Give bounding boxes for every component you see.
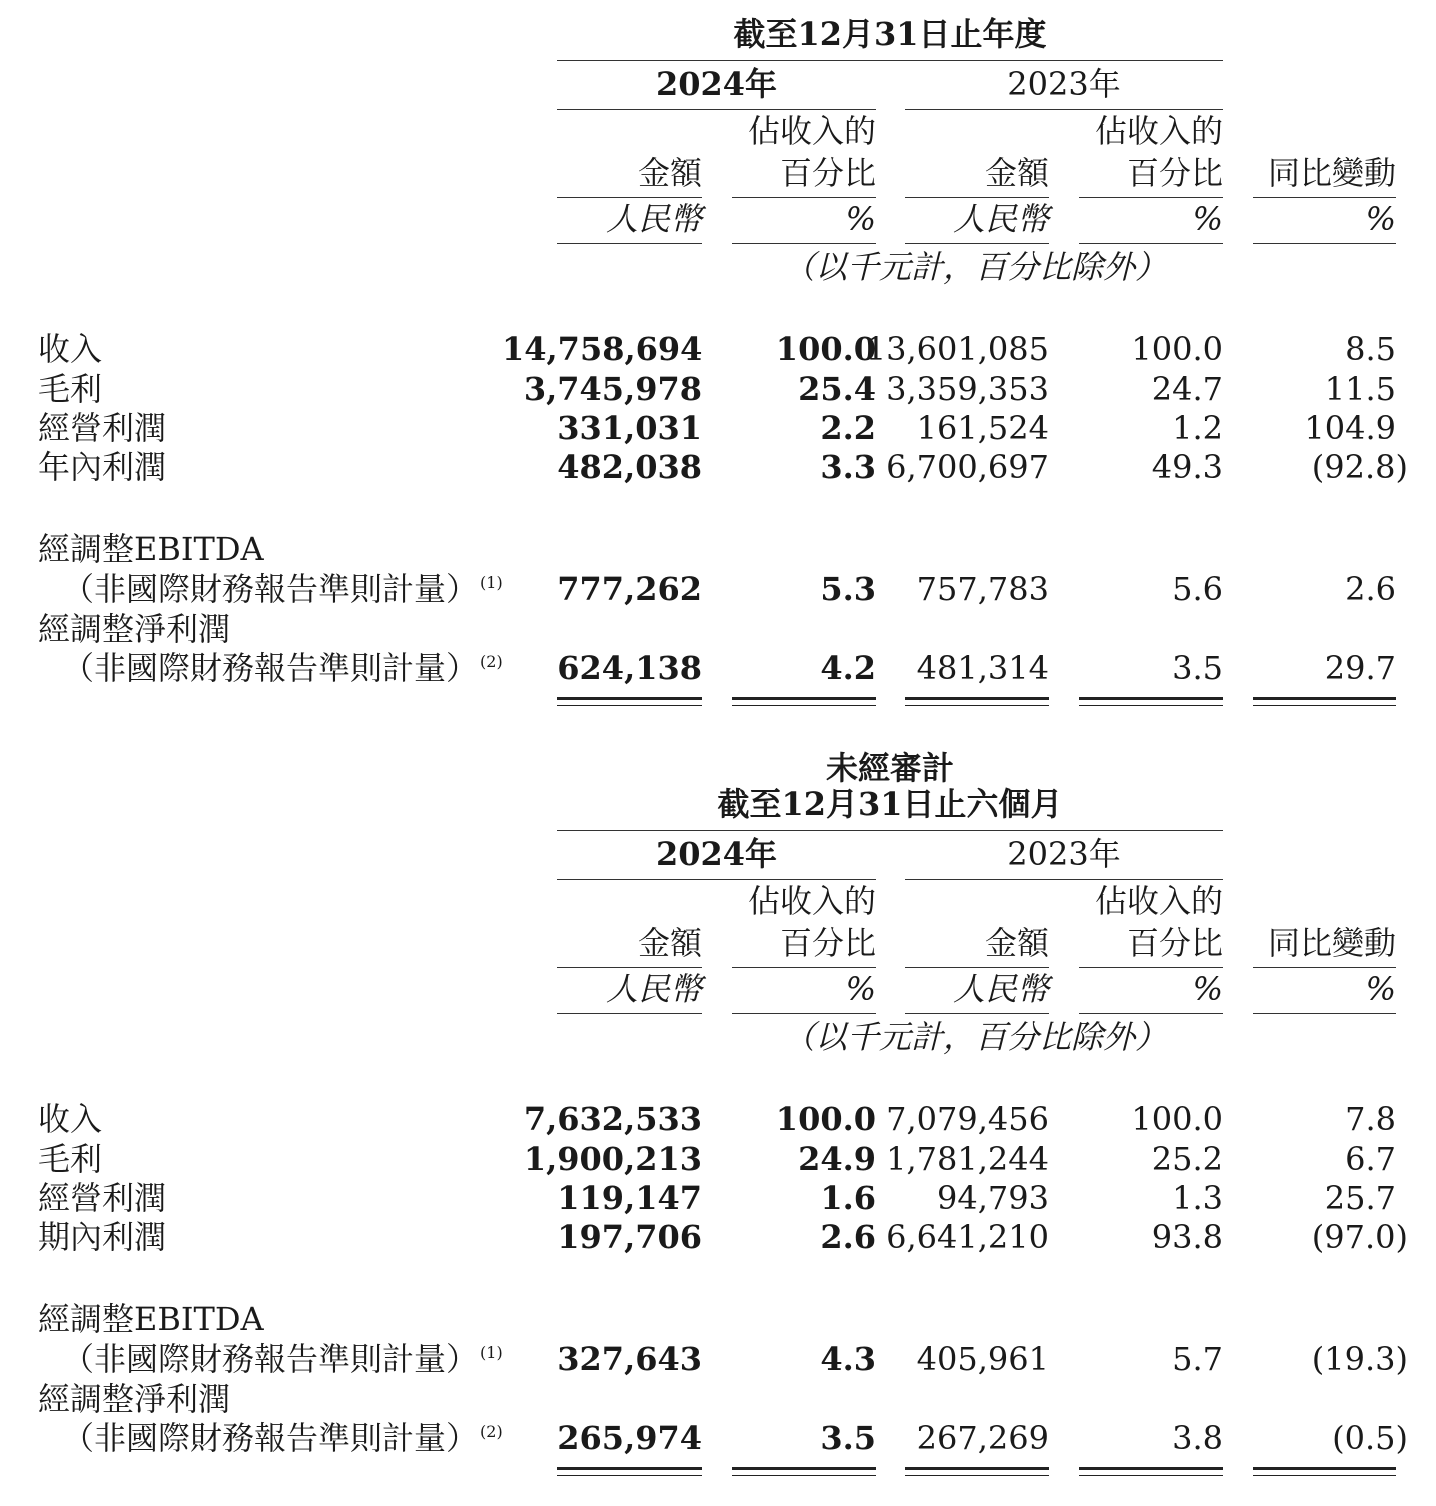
period-title: 截至12月31日止年度 <box>733 15 1047 53</box>
col-pct-2024-line1: 佔收入的 <box>747 882 876 920</box>
pct-2024: 4.3 <box>820 1340 876 1378</box>
pct-2024: 100.0 <box>775 1100 876 1138</box>
yoy-change: 25.7 <box>1324 1179 1396 1217</box>
unit-pct-2024: % <box>845 200 876 238</box>
total-double-rule-1 <box>557 1467 702 1476</box>
amount-2023: 757,783 <box>916 570 1049 608</box>
pct-2023: 49.3 <box>1151 448 1223 486</box>
amount-2023: 405,961 <box>916 1340 1049 1378</box>
unit-rule-4 <box>1079 1013 1223 1014</box>
row-label: 毛利 <box>38 370 103 408</box>
pct-2023: 5.6 <box>1172 570 1223 608</box>
unit-pct-2024: % <box>845 970 876 1008</box>
amount-2024: 119,147 <box>557 1179 702 1217</box>
unit-pct-2023: % <box>1192 200 1223 238</box>
period-rule <box>557 830 1223 831</box>
amount-2024: 777,262 <box>557 570 702 608</box>
amount-2023: 13,601,085 <box>865 330 1049 368</box>
amount-2023: 7,079,456 <box>886 1100 1049 1138</box>
row-label: 毛利 <box>38 1140 103 1178</box>
row-label: 年內利潤 <box>38 448 167 486</box>
year-2023-header: 2023年 <box>1007 835 1121 873</box>
col-pct-2024-line2: 百分比 <box>779 154 876 192</box>
year-2024-header: 2024年 <box>655 65 778 103</box>
amount-2024: 1,900,213 <box>523 1140 702 1178</box>
pct-2024: 1.6 <box>820 1179 876 1217</box>
unit-note: （以千元計，百分比除外） <box>782 1018 1167 1056</box>
col-pct-2023-line2: 百分比 <box>1126 924 1223 962</box>
yoy-change: 8.5 <box>1345 330 1396 368</box>
amount-2023: 6,641,210 <box>886 1218 1049 1256</box>
total-double-rule-3 <box>905 1467 1049 1476</box>
col-pct-2024-line1: 佔收入的 <box>747 112 876 150</box>
col-pct-2023-line1: 佔收入的 <box>1094 112 1223 150</box>
unit-pct-yoy: % <box>1365 970 1396 1008</box>
unit-rmb-2023: 人民幣 <box>952 970 1049 1008</box>
pct-2023: 25.2 <box>1151 1140 1223 1178</box>
pct-2023: 5.7 <box>1172 1340 1223 1378</box>
yoy-change: 104.9 <box>1304 409 1396 447</box>
adjusted-label-line1: 經調整EBITDA <box>38 530 264 568</box>
total-double-rule-4 <box>1079 1467 1223 1476</box>
pct-2024: 2.2 <box>820 409 876 447</box>
amount-2024: 3,745,978 <box>523 370 702 408</box>
column-rule-1 <box>557 967 702 968</box>
column-rule-5 <box>1253 967 1396 968</box>
footnote-marker: (1) <box>480 1343 503 1362</box>
row-label: 經營利潤 <box>38 409 167 447</box>
amount-2023: 6,700,697 <box>886 448 1049 486</box>
yoy-change: (92.8) <box>1311 448 1408 486</box>
year-2024-rule <box>557 879 876 880</box>
pct-2023: 3.5 <box>1172 649 1223 687</box>
pct-2023: 24.7 <box>1151 370 1223 408</box>
unit-pct-2023: % <box>1192 970 1223 1008</box>
adjusted-label-text: （非國際財務報告準則計量） <box>62 1419 479 1457</box>
adjusted-label-line1: 經調整淨利潤 <box>38 610 231 648</box>
unit-rule-3 <box>905 1013 1049 1014</box>
pct-2024: 5.3 <box>820 570 876 608</box>
amount-2024: 331,031 <box>557 409 702 447</box>
yoy-change: (0.5) <box>1332 1419 1408 1457</box>
yoy-change: (97.0) <box>1311 1218 1408 1256</box>
year-2024-header: 2024年 <box>655 835 778 873</box>
amount-2024: 197,706 <box>557 1218 702 1256</box>
amount-2023: 267,269 <box>916 1419 1049 1457</box>
total-double-rule-2 <box>732 1467 876 1476</box>
row-label: 期內利潤 <box>38 1218 167 1256</box>
col-amount-2023: 金額 <box>984 154 1049 192</box>
unit-rmb-2023: 人民幣 <box>952 200 1049 238</box>
audit-note: 未經審計 <box>825 749 954 787</box>
pct-2024: 3.5 <box>820 1419 876 1457</box>
col-yoy: 同比變動 <box>1267 924 1396 962</box>
amount-2023: 3,359,353 <box>886 370 1049 408</box>
yoy-change: 2.6 <box>1345 570 1396 608</box>
pct-2023: 100.0 <box>1131 1100 1223 1138</box>
row-label: 收入 <box>38 1100 103 1138</box>
yoy-change: 7.8 <box>1345 1100 1396 1138</box>
adjusted-label-line2 <box>62 1419 503 1457</box>
pct-2023: 3.8 <box>1172 1419 1223 1457</box>
pct-2023: 1.2 <box>1172 409 1223 447</box>
unit-rmb-2024: 人民幣 <box>605 200 702 238</box>
yoy-change: 11.5 <box>1324 370 1396 408</box>
col-pct-2023-line2: 百分比 <box>1126 154 1223 192</box>
col-yoy: 同比變動 <box>1267 154 1396 192</box>
amount-2023: 481,314 <box>916 649 1049 687</box>
adjusted-label-line1: 經調整淨利潤 <box>38 1380 231 1418</box>
period-title: 截至12月31日止六個月 <box>717 785 1063 823</box>
pct-2024: 2.6 <box>820 1218 876 1256</box>
year-2023-header: 2023年 <box>1007 65 1121 103</box>
yoy-change: 29.7 <box>1324 649 1396 687</box>
amount-2024: 482,038 <box>557 448 702 486</box>
adjusted-label-text: （非國際財務報告準則計量） <box>62 1340 479 1378</box>
col-amount-2024: 金額 <box>637 154 702 192</box>
row-label: 收入 <box>38 330 103 368</box>
pct-2023: 93.8 <box>1151 1218 1223 1256</box>
unit-rule-2 <box>732 1013 876 1014</box>
pct-2024: 24.9 <box>798 1140 876 1178</box>
col-pct-2024-line2: 百分比 <box>779 924 876 962</box>
col-amount-2024: 金額 <box>637 924 702 962</box>
total-double-rule-5 <box>1253 1467 1396 1476</box>
adjusted-label-text: （非國際財務報告準則計量） <box>62 649 479 687</box>
footnote-marker: (2) <box>480 652 503 671</box>
pct-2023: 1.3 <box>1172 1179 1223 1217</box>
pct-2023: 100.0 <box>1131 330 1223 368</box>
unit-rule-5 <box>1253 1013 1396 1014</box>
amount-2023: 94,793 <box>937 1179 1049 1217</box>
yoy-change: (19.3) <box>1311 1340 1408 1378</box>
col-pct-2023-line1: 佔收入的 <box>1094 882 1223 920</box>
unit-rmb-2024: 人民幣 <box>605 970 702 1008</box>
unit-rule-1 <box>557 1013 702 1014</box>
adjusted-label-text: （非國際財務報告準則計量） <box>62 570 479 608</box>
amount-2024: 14,758,694 <box>502 330 703 368</box>
yoy-change: 6.7 <box>1345 1140 1396 1178</box>
column-rule-3 <box>905 967 1049 968</box>
amount-2024: 624,138 <box>557 649 702 687</box>
amount-2023: 1,781,244 <box>886 1140 1049 1178</box>
amount-2024: 265,974 <box>557 1419 702 1457</box>
pct-2024: 25.4 <box>798 370 876 408</box>
unit-note: （以千元計，百分比除外） <box>782 248 1167 286</box>
pct-2024: 3.3 <box>820 448 876 486</box>
adjusted-label-line1: 經調整EBITDA <box>38 1300 264 1338</box>
col-amount-2023: 金額 <box>984 924 1049 962</box>
amount-2024: 7,632,533 <box>523 1100 702 1138</box>
footnote-marker: (1) <box>480 573 503 592</box>
pct-2024: 4.2 <box>820 649 876 687</box>
amount-2024: 327,643 <box>557 1340 702 1378</box>
footnote-marker: (2) <box>480 1422 503 1441</box>
adjusted-label-line2 <box>62 1340 503 1378</box>
unit-pct-yoy: % <box>1365 200 1396 238</box>
column-rule-2 <box>732 967 876 968</box>
year-2023-rule <box>905 879 1223 880</box>
amount-2023: 161,524 <box>916 409 1049 447</box>
row-label: 經營利潤 <box>38 1179 167 1217</box>
column-rule-4 <box>1079 967 1223 968</box>
pct-2024: 100.0 <box>775 330 876 368</box>
